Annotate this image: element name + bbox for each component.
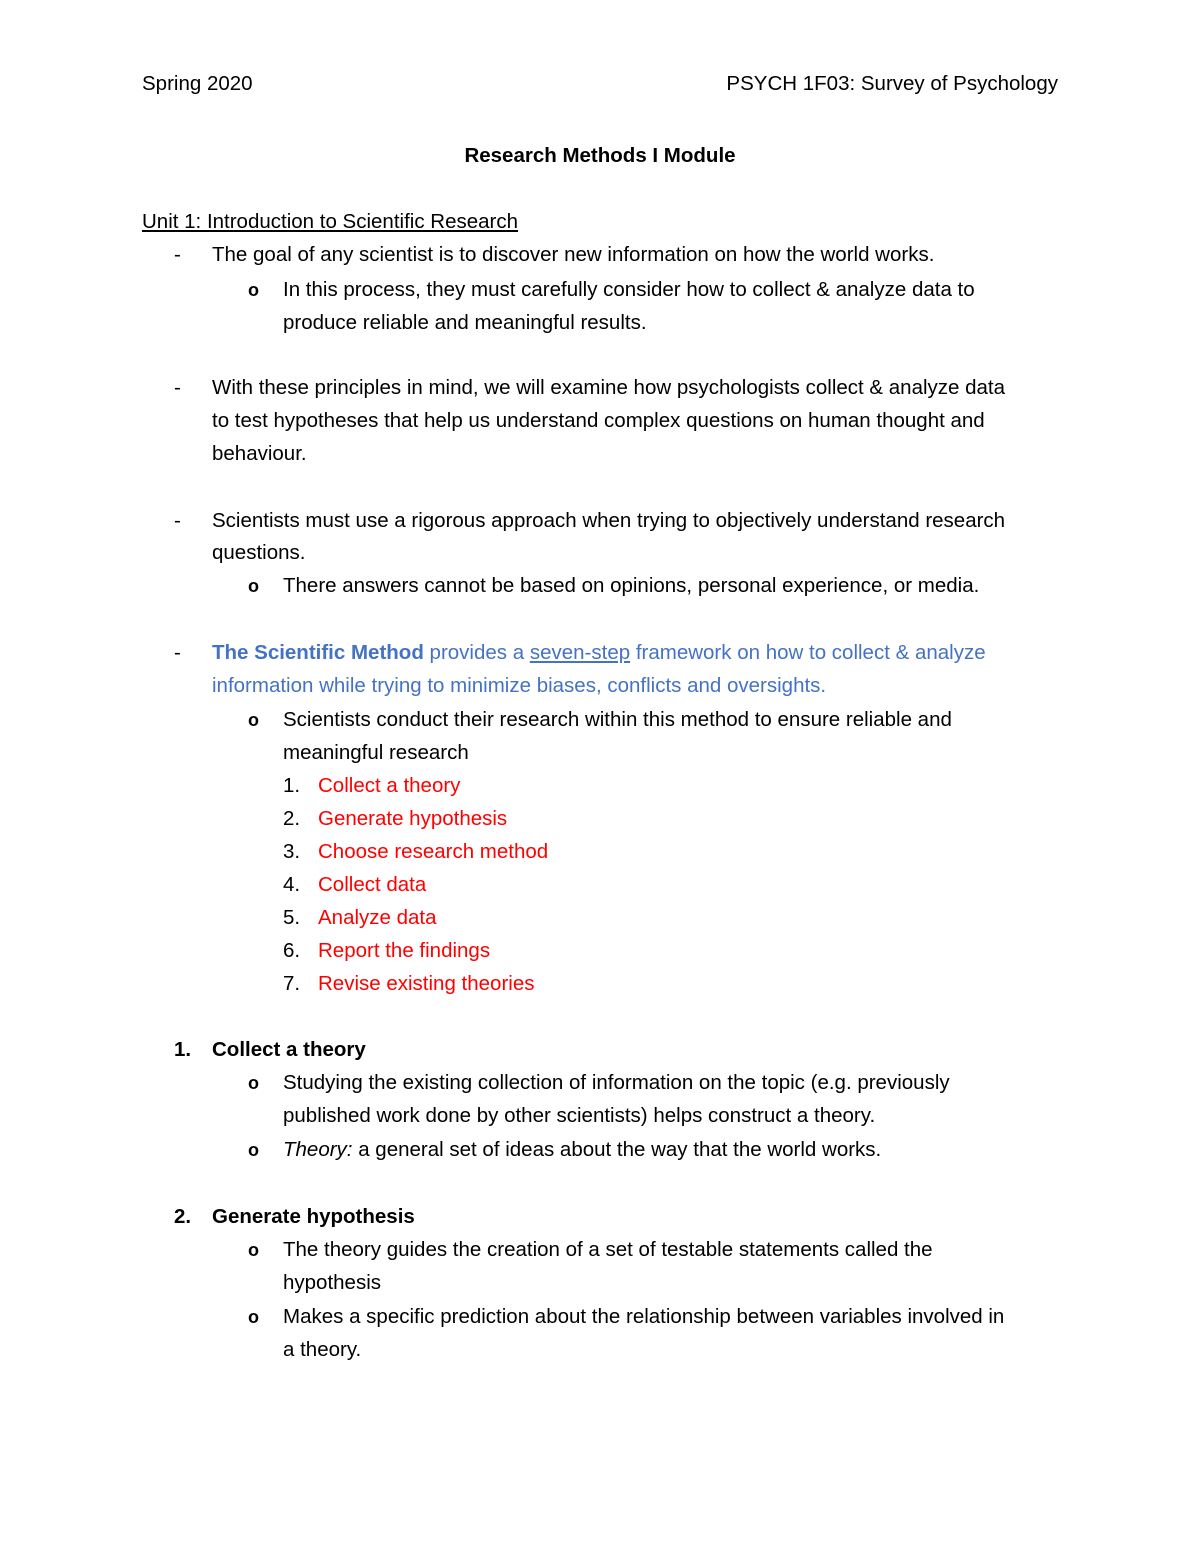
section-number: 2. [174,1205,192,1228]
p4-rest: framework on how to collect & analyze [630,641,986,664]
step-label: Generate hypothesis [318,807,508,830]
p4-sub-line1: Scientists conduct their research within this method to ensure reliable and [283,708,952,731]
p1-sub-line1: In this process, they must carefully consider how to collect & analyze data to [283,278,975,301]
s2-bullet2-line1: Makes a specific prediction about the relationship between variables involved in [283,1305,1005,1328]
seven-step-term: seven-step [529,641,631,664]
circle-bullet: o [248,1073,259,1093]
p3-line2: questions. [212,541,306,564]
header-course: PSYCH 1F03: Survey of Psychology [726,72,1058,95]
circle-bullet: o [248,710,259,730]
s1-bullet1-line2: published work done by other scientists) helps construct a theory. [283,1104,876,1127]
p4-line1 [212,641,986,665]
step-number: 1. [283,774,301,797]
step-number: 7. [283,972,301,995]
theory-term: Theory: [283,1138,353,1161]
circle-bullet: o [248,280,259,300]
section-heading-generate-hypothesis: Generate hypothesis [212,1205,415,1228]
step-label: Revise existing theories [318,972,535,995]
step-number: 6. [283,939,301,962]
step-number: 4. [283,873,301,896]
dash-bullet: - [174,243,181,266]
p1-line1: The goal of any scientist is to discover new information on how the world works. [212,243,935,266]
page-title: Research Methods I Module [464,144,736,167]
step-number: 2. [283,807,301,830]
theory-definition: a general set of ideas about the way that the world works. [352,1138,882,1161]
p4-mid: provides a [423,641,530,664]
step-label: Collect a theory [318,774,461,797]
s1-bullet1-line1: Studying the existing collection of information on the topic (e.g. previously [283,1071,950,1094]
step-number: 5. [283,906,301,929]
circle-bullet: o [248,576,259,596]
circle-bullet: o [248,1240,259,1260]
step-label: Analyze data [318,906,437,929]
s2-bullet1-line2: hypothesis [283,1271,382,1294]
step-label: Choose research method [318,840,549,863]
p1-sub-line2: produce reliable and meaningful results. [283,311,647,334]
p4-line2: information while trying to minimize biases, conflicts and oversights. [212,674,827,697]
circle-bullet: o [248,1307,259,1327]
p3-line1: Scientists must use a rigorous approach when trying to objectively understand research [212,509,1006,532]
p3-sub-line1: There answers cannot be based on opinions, personal experience, or media. [283,574,980,597]
s1-bullet2 [283,1138,881,1162]
section-heading-collect-theory: Collect a theory [212,1038,366,1061]
p2-line2: to test hypotheses that help us understand complex questions on human thought and [212,409,985,432]
p2-line3: behaviour. [212,442,307,465]
section-number: 1. [174,1038,192,1061]
scientific-method-term: The Scientific Method [212,641,424,664]
dash-bullet: - [174,509,181,532]
circle-bullet: o [248,1140,259,1160]
step-label: Report the findings [318,939,491,962]
p2-line1: With these principles in mind, we will examine how psychologists collect & analyze data [212,376,1006,399]
p4-sub-line2: meaningful research [283,741,469,764]
header-semester: Spring 2020 [142,72,253,95]
step-number: 3. [283,840,301,863]
s2-bullet1-line1: The theory guides the creation of a set of testable statements called the [283,1238,933,1261]
step-label: Collect data [318,873,427,896]
dash-bullet: - [174,641,181,664]
unit-heading: Unit 1: Introduction to Scientific Research [142,210,519,233]
dash-bullet: - [174,376,181,399]
s2-bullet2-line2: a theory. [283,1338,362,1361]
